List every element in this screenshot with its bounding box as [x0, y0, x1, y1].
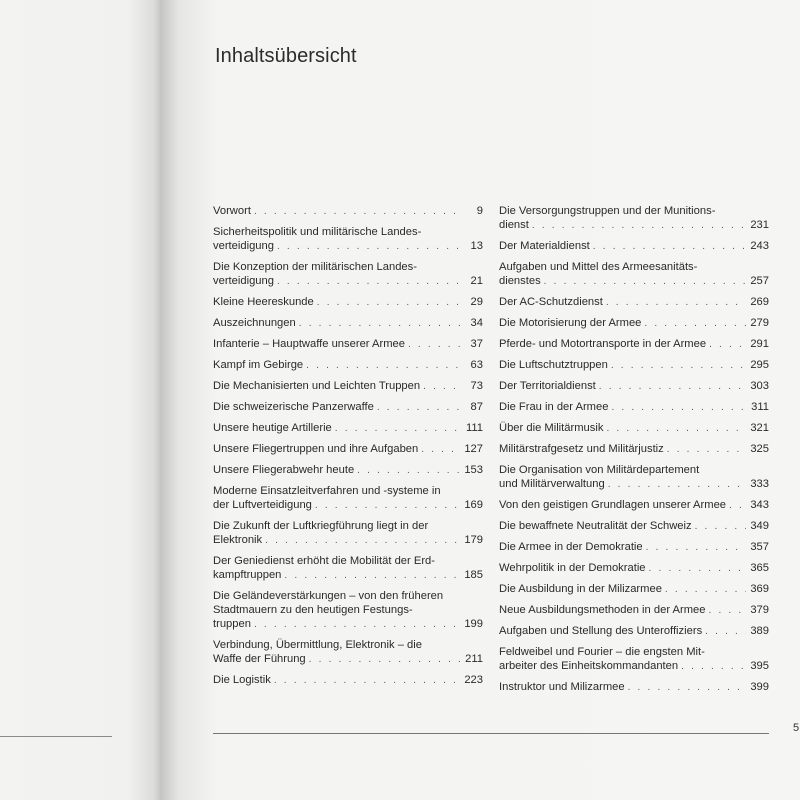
toc-entry-label: Der Materialdienst	[499, 240, 590, 252]
toc-entry-row	[499, 358, 769, 373]
toc-page-number: 243	[750, 240, 769, 252]
dot-leader	[532, 219, 746, 233]
left-page-rule	[0, 736, 112, 737]
toc-entry	[499, 421, 769, 436]
dot-leader	[357, 464, 460, 478]
dot-leader	[599, 380, 746, 394]
toc-entry-row	[213, 568, 483, 583]
dot-leader	[277, 240, 460, 254]
toc-entry-line: Verbindung, Übermittlung, Elektronik – die	[213, 639, 422, 651]
toc-entry-label: Die Frau in der Armee	[499, 401, 609, 413]
toc-entry-line: Aufgaben und Mittel des Armeesanitäts-	[499, 261, 698, 273]
dot-leader	[649, 562, 746, 576]
dot-leader	[646, 541, 746, 555]
toc-entry-label: Die Logistik	[213, 674, 271, 686]
toc-entry	[499, 498, 769, 513]
toc-page-number: 325	[750, 443, 769, 455]
toc-entry-row	[213, 337, 483, 352]
toc-column-left	[213, 204, 483, 694]
toc-entry	[213, 225, 483, 254]
toc-entry-row	[213, 498, 483, 513]
toc-entry-row	[499, 379, 769, 394]
toc-entry-row	[499, 442, 769, 457]
toc-entry-line: Die Konzeption der militärischen Landes-	[213, 261, 417, 273]
dot-leader	[254, 205, 460, 219]
dot-leader	[709, 338, 746, 352]
toc-page-number: 295	[750, 359, 769, 371]
toc-page-number: 199	[464, 618, 483, 630]
toc-entry	[499, 624, 769, 639]
toc-entry-row	[499, 218, 769, 233]
page-number: 5	[793, 722, 800, 734]
toc-page-number: 37	[470, 338, 483, 350]
toc-entry-line: Die Organisation von Militärdepartement	[499, 464, 700, 476]
dot-leader	[423, 380, 460, 394]
toc-page-number: 111	[465, 422, 483, 434]
toc-page-number: 389	[750, 625, 769, 637]
dot-leader	[611, 359, 746, 373]
toc-entry-line: Der Geniedienst erhöht die Mobilität der Erd-	[213, 555, 435, 567]
toc-entry-label: arbeiter des Einheitskommandanten	[499, 660, 679, 672]
toc-entry-row	[499, 519, 769, 534]
toc-entry-label: Die Luftschutztruppen	[499, 359, 608, 371]
dot-leader	[421, 443, 460, 457]
dot-leader	[606, 422, 746, 436]
toc-entry	[213, 400, 483, 415]
dot-leader	[315, 499, 460, 513]
toc-entry	[499, 645, 769, 674]
toc-entry-label: Pferde- und Motortransporte in der Armee	[499, 338, 707, 350]
dot-leader	[606, 296, 746, 310]
dot-leader	[705, 625, 746, 639]
toc-entry	[213, 295, 483, 310]
toc-entry	[213, 260, 483, 289]
toc-entry-label: Waffe der Führung	[213, 653, 306, 665]
toc-entry	[499, 379, 769, 394]
toc-entry-row	[499, 421, 769, 436]
toc-entry	[213, 589, 483, 632]
dot-leader	[644, 317, 746, 331]
toc-entry-row	[213, 533, 483, 548]
toc-page-number: 29	[470, 296, 483, 308]
dot-leader	[608, 478, 746, 492]
dot-leader	[544, 275, 746, 289]
toc-page-number: 365	[750, 562, 769, 574]
toc-entry	[213, 638, 483, 667]
toc-page-number: 395	[750, 660, 769, 672]
toc-page-number: 34	[470, 317, 483, 329]
toc-entry	[213, 442, 483, 457]
toc-page-number: 223	[464, 674, 483, 686]
toc-entry-label: kampftruppen	[213, 569, 282, 581]
dot-leader	[309, 653, 460, 667]
toc-page-number: 13	[470, 240, 483, 252]
toc-entry-row	[499, 540, 769, 555]
toc-page-number: 357	[750, 541, 769, 553]
dot-leader	[254, 618, 460, 632]
toc-entry-label: Kampf im Gebirge	[213, 359, 304, 371]
toc-entry-row	[213, 274, 483, 289]
toc-page-number: 169	[464, 499, 483, 511]
toc-entry	[499, 358, 769, 373]
toc-entry	[213, 519, 483, 548]
toc-entry-label: Vorwort	[213, 205, 251, 217]
toc-page-number: 269	[750, 296, 769, 308]
toc-entry-row	[213, 652, 483, 667]
toc-entry-label: truppen	[213, 618, 251, 630]
toc-entry-row	[499, 582, 769, 597]
toc-entry-row	[213, 617, 483, 632]
toc-page-number: 349	[750, 520, 769, 532]
toc-entry	[499, 295, 769, 310]
toc-page-number: 303	[750, 380, 769, 392]
toc-entry-label: Unsere Fliegerabwehr heute	[213, 464, 355, 476]
toc-entry-label: Die bewaffnete Neutralität der Schweiz	[499, 520, 692, 532]
dot-leader	[729, 499, 746, 513]
dot-leader	[681, 660, 746, 674]
toc-entry-label: Auszeichnungen	[213, 317, 296, 329]
toc-entry	[499, 239, 769, 254]
dot-leader	[306, 359, 460, 373]
toc-page-number: 291	[750, 338, 769, 350]
toc-entry-label: Militärstrafgesetz und Militärjustiz	[499, 443, 664, 455]
toc-entry-row	[499, 239, 769, 254]
dot-leader	[274, 674, 460, 688]
toc-entry-row	[213, 316, 483, 331]
dot-leader	[593, 240, 746, 254]
toc-page-number: 279	[750, 317, 769, 329]
toc-page-number: 343	[750, 499, 769, 511]
toc-entry-label: Der AC-Schutzdienst	[499, 296, 603, 308]
dot-leader	[408, 338, 460, 352]
toc-entry	[213, 554, 483, 583]
toc-entry	[213, 204, 483, 219]
toc-entry-label: Die Ausbildung in der Milizarmee	[499, 583, 662, 595]
toc-entry-row	[499, 680, 769, 695]
toc-entry-row	[213, 239, 483, 254]
toc-page-number: 63	[470, 359, 483, 371]
dot-leader	[708, 604, 746, 618]
toc-entry-label: verteidigung	[213, 240, 274, 252]
toc-page-number: 211	[465, 653, 483, 665]
toc-page-number: 321	[750, 422, 769, 434]
toc-entry-line: Die Versorgungstruppen und der Munitions-	[499, 205, 716, 217]
dot-leader	[335, 422, 460, 436]
toc-entry-label: Neue Ausbildungsmethoden in der Armee	[499, 604, 706, 616]
toc-entry-line: Die Geländeverstärkungen – von den früheren	[213, 590, 444, 602]
dot-leader	[284, 569, 460, 583]
page-title: Inhaltsübersicht	[215, 45, 357, 68]
toc-page-number: 311	[751, 401, 769, 413]
toc-entry-row	[499, 624, 769, 639]
toc-entry	[499, 680, 769, 695]
toc-page-number: 231	[750, 219, 769, 231]
toc-page-number: 9	[476, 205, 483, 217]
toc-entry-row	[213, 400, 483, 415]
toc-page-number: 379	[750, 604, 769, 616]
toc-entry	[499, 400, 769, 415]
toc-entry-row	[499, 400, 769, 415]
toc-page-number: 179	[464, 534, 483, 546]
toc-entry-row	[499, 316, 769, 331]
dot-leader	[377, 401, 460, 415]
toc-entry-row	[213, 673, 483, 688]
bottom-rule	[213, 733, 769, 734]
toc-entry-row	[499, 659, 769, 674]
toc-entry-label: Unsere heutige Artillerie	[213, 422, 332, 434]
toc-entry	[499, 204, 769, 233]
toc-entry	[499, 463, 769, 492]
toc-page-number: 185	[464, 569, 483, 581]
toc-entry-label: Die Mechanisierten und Leichten Truppen	[213, 380, 421, 392]
toc-entry-row	[499, 477, 769, 492]
toc-entry-row	[213, 204, 483, 219]
toc-entry-line: Sicherheitspolitik und militärische Landes-	[213, 226, 422, 238]
toc-entry-row	[499, 295, 769, 310]
toc-entry	[499, 442, 769, 457]
toc-entry	[213, 484, 483, 513]
toc-entry-label: dienst	[499, 219, 529, 231]
toc-entry-row	[213, 442, 483, 457]
toc-entry-label: Instruktor und Milizarmee	[499, 681, 625, 693]
toc-entry-row	[499, 561, 769, 576]
toc-entry-line: Moderne Einsatzleitverfahren und -systeme in	[213, 485, 441, 497]
toc-entry-label: und Militärverwaltung	[499, 478, 605, 490]
toc-entry-label: Der Territorialdienst	[499, 380, 596, 392]
dot-leader	[317, 296, 460, 310]
toc-entry-row	[213, 421, 483, 436]
toc-page-number: 87	[470, 401, 483, 413]
toc-entry	[213, 316, 483, 331]
dot-leader	[265, 534, 460, 548]
toc-entry-row	[213, 295, 483, 310]
toc-entry-label: Elektronik	[213, 534, 263, 546]
toc-column-right	[499, 204, 769, 701]
toc-entry-label: Von den geistigen Grundlagen unserer Armee	[499, 499, 727, 511]
dot-leader	[628, 681, 746, 695]
dot-leader	[665, 583, 746, 597]
toc-entry	[499, 337, 769, 352]
toc-entry-label: Die Motorisierung der Armee	[499, 317, 642, 329]
toc-page-number: 73	[470, 380, 483, 392]
toc-entry-row	[213, 463, 483, 478]
toc-entry-row	[499, 498, 769, 513]
toc-entry-label: Unsere Fliegertruppen und ihre Aufgaben	[213, 443, 419, 455]
toc-page-number: 333	[750, 478, 769, 490]
toc-entry-row	[499, 603, 769, 618]
toc-entry-label: Aufgaben und Stellung des Unteroffiziers	[499, 625, 703, 637]
toc-page-number: 153	[464, 464, 483, 476]
dot-leader	[695, 520, 746, 534]
toc-entry-label: Über die Militärmusik	[499, 422, 604, 434]
toc-entry	[499, 540, 769, 555]
toc-entry	[213, 358, 483, 373]
dot-leader	[611, 401, 746, 415]
toc-entry	[213, 379, 483, 394]
dot-leader	[299, 317, 460, 331]
toc-entry	[213, 463, 483, 478]
toc-entry-label: Die Armee in der Demokratie	[499, 541, 643, 553]
left-page	[0, 0, 160, 800]
toc-entry-row	[499, 274, 769, 289]
toc-entry-label: Die schweizerische Panzerwaffe	[213, 401, 374, 413]
toc-entry-line: Die Zukunft der Luftkriegführung liegt in der	[213, 520, 429, 532]
toc-entry	[499, 519, 769, 534]
toc-entry-label: Wehrpolitik in der Demokratie	[499, 562, 646, 574]
toc-page-number: 399	[750, 681, 769, 693]
toc-entry-label: verteidigung	[213, 275, 274, 287]
dot-leader	[277, 275, 460, 289]
toc-entry	[499, 582, 769, 597]
toc-entry	[213, 421, 483, 436]
toc-entry-row	[499, 337, 769, 352]
toc-entry-line: Feldweibel und Fourier – die engsten Mit-	[499, 646, 705, 658]
toc-entry-label: Kleine Heereskunde	[213, 296, 314, 308]
toc-entry-label: dienstes	[499, 275, 541, 287]
toc-entry	[499, 561, 769, 576]
toc-entry	[213, 673, 483, 688]
toc-entry-line: Stadtmauern zu den heutigen Festungs-	[213, 604, 413, 616]
toc-entry	[213, 337, 483, 352]
toc-page-number: 127	[464, 443, 483, 455]
toc-entry	[499, 316, 769, 331]
toc-entry-label: Infanterie – Hauptwaffe unserer Armee	[213, 338, 405, 350]
toc-entry	[499, 603, 769, 618]
toc-page-number: 257	[750, 275, 769, 287]
toc-entry-row	[213, 358, 483, 373]
toc-entry	[499, 260, 769, 289]
toc-entry-row	[213, 379, 483, 394]
dot-leader	[667, 443, 746, 457]
toc-page-number: 369	[750, 583, 769, 595]
toc-entry-label: der Luftverteidigung	[213, 499, 312, 511]
toc-page-number: 21	[470, 275, 483, 287]
